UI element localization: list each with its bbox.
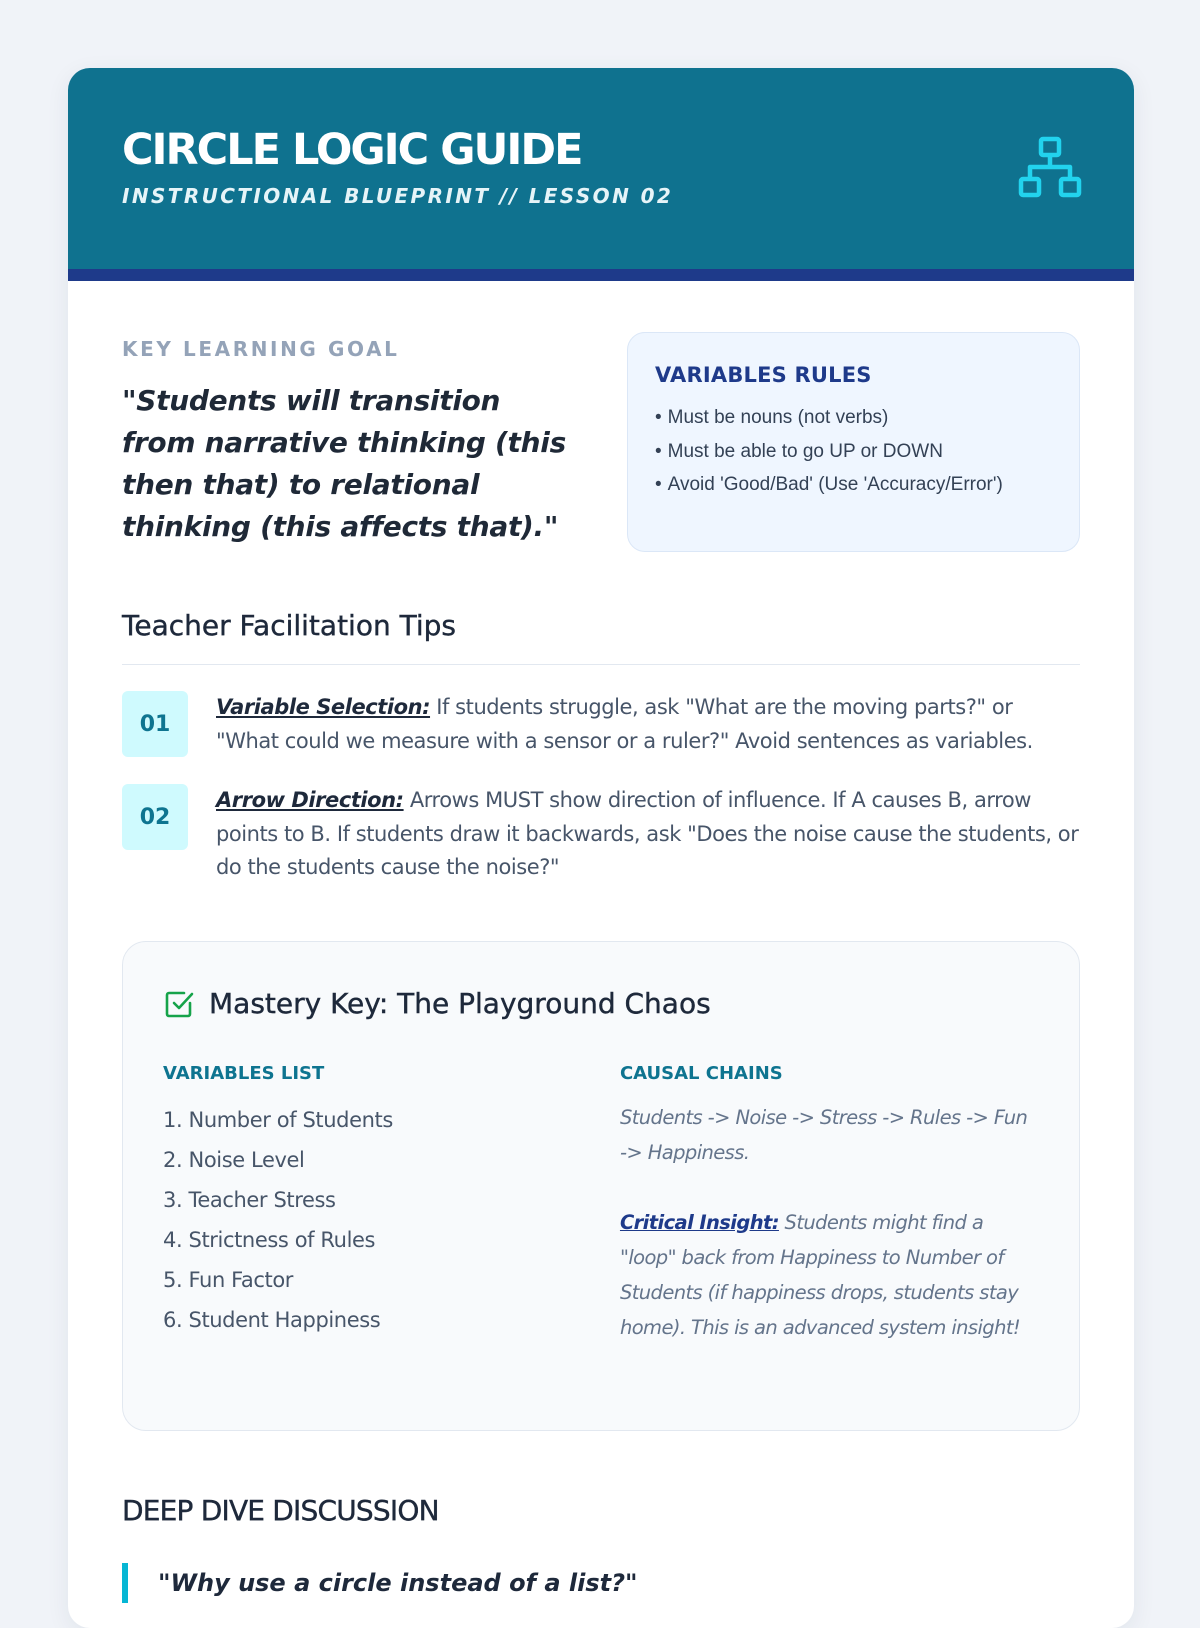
sitemap-icon bbox=[1018, 136, 1082, 200]
guide-card bbox=[68, 68, 1134, 1628]
tip-number: 01 bbox=[122, 691, 188, 757]
goal-row bbox=[122, 336, 1080, 552]
header bbox=[68, 68, 1134, 281]
learning-goal bbox=[122, 336, 582, 552]
tip-text bbox=[216, 691, 1080, 758]
variables-heading: VARIABLES LIST bbox=[163, 1062, 325, 1084]
rules-list bbox=[655, 401, 1052, 502]
tip-term: Arrow Direction: bbox=[216, 788, 404, 812]
tip-text bbox=[216, 784, 1080, 885]
rule-item: • Must be able to go UP or DOWN bbox=[655, 435, 1052, 469]
mastery-columns bbox=[163, 1062, 1039, 1345]
insight-label: Critical Insight: bbox=[619, 1210, 779, 1234]
deep-dive-heading: DEEP DIVE DISCUSSION bbox=[122, 1493, 439, 1527]
rules-title: VARIABLES RULES bbox=[655, 363, 872, 387]
rule-item: • Avoid 'Good/Bad' (Use 'Accuracy/Error') bbox=[655, 468, 1052, 502]
mastery-header bbox=[163, 986, 1039, 1022]
goal-quote: "Students will transition from narrative thinking (this then that) to relational thinking (this affects that)." bbox=[122, 384, 566, 543]
causal-chains-column bbox=[620, 1062, 1039, 1345]
list-item: 5. Fun Factor bbox=[163, 1267, 294, 1292]
page-subtitle: INSTRUCTIONAL BLUEPRINT // LESSON 02 bbox=[122, 184, 674, 208]
tip-item bbox=[122, 784, 1080, 885]
variables-rules-box bbox=[627, 332, 1080, 552]
goal-label: KEY LEARNING GOAL bbox=[122, 337, 400, 361]
tip-item bbox=[122, 691, 1080, 758]
insight-body: Students might find a "loop" back from Happiness to Number of Students (if happiness drops, students stay home). This is an advanced system insight! bbox=[619, 1210, 1021, 1339]
list-item: 2. Noise Level bbox=[163, 1147, 305, 1172]
tips-heading: Teacher Facilitation Tips bbox=[122, 608, 1080, 665]
mastery-title: Mastery Key: The Playground Chaos bbox=[209, 986, 711, 1020]
tip-term: Variable Selection: bbox=[216, 695, 431, 719]
content bbox=[68, 336, 1134, 1603]
variables-column bbox=[163, 1062, 620, 1345]
list-item: 1. Number of Students bbox=[163, 1107, 393, 1132]
mastery-key-box bbox=[122, 941, 1080, 1431]
discussion-quote: "Why use a circle instead of a list?" bbox=[122, 1563, 1080, 1603]
list-item: 6. Student Happiness bbox=[163, 1307, 381, 1332]
list-item: 3. Teacher Stress bbox=[163, 1187, 336, 1212]
tip-body: Arrows MUST show direction of influence. If A causes B, arrow points to B. If students draw it backwards, ask "Does the noise cause the students, or do the students cause the noise?" bbox=[216, 788, 1079, 879]
tip-number: 02 bbox=[122, 784, 188, 850]
chains-heading: CAUSAL CHAINS bbox=[619, 1062, 783, 1084]
page-title: CIRCLE LOGIC GUIDE bbox=[122, 125, 582, 175]
list-item: 4. Strictness of Rules bbox=[163, 1227, 376, 1252]
variables-list bbox=[163, 1100, 620, 1340]
check-square-icon bbox=[163, 988, 195, 1020]
tip-body: If students struggle, ask "What are the moving parts?" or "What could we measure with a sensor or a ruler?" Avoid sentences as variables. bbox=[216, 695, 1033, 753]
causal-chain: Students -> Noise -> Stress -> Rules -> Fun -> Happiness. bbox=[619, 1105, 1028, 1164]
critical-insight bbox=[620, 1205, 1039, 1345]
rule-item: • Must be nouns (not verbs) bbox=[655, 401, 1052, 435]
